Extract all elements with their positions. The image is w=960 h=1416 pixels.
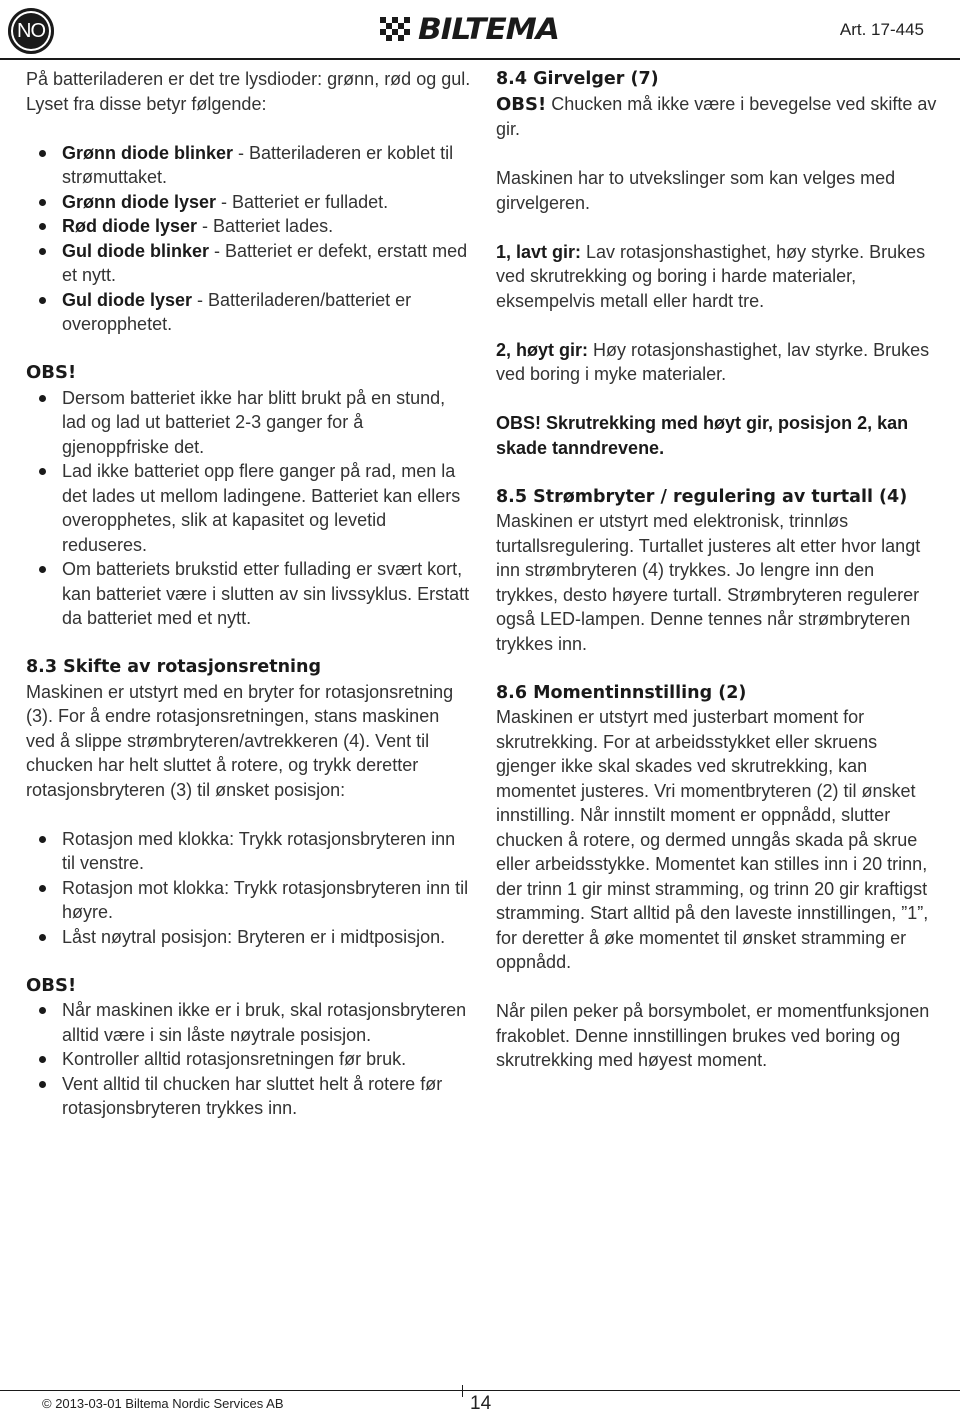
section-8-6-text: Maskinen er utstyrt med justerbart moment for skrutrekking. For at arbeidsstykket eller skruens gjenger ikke skal skades ved skrutrekking, kan momentet justeres. Vri momentbryteren (2) til ønsket innstilling. Når innstilt moment er oppnådd, slutter chucken å rotere, og dermed unngås skada på skrue eller arbeidsstykke. Momentet kan stilles inn i 20 trinn, der trinn 1 gir minst stramming, og trinn 20 gir kraftigst stramming. Start alltid på den laveste innstillingen, ”1”, for deretter å øke momentet til ønsket stramming er oppnådd.	[496, 707, 929, 972]
checkered-flag-icon	[380, 17, 412, 41]
section-8-5-text: Maskinen er utstyrt med elektronisk, trinnløs turtallsregulering. Turtallet justeres alt etter hvor langt inn strømbryteren (4) trykkes. Jo lengre inn den trykkes, desto høyere turtall. Strømbryteren regulerer også LED-lampen. Denne tennes når strømbryteren trykkes inn.	[496, 511, 921, 654]
rotation-list	[26, 827, 471, 950]
diode-intro: På batteriladeren er det tre lysdioder: grønn, rød og gul. Lyset fra disse betyr følgende:	[26, 69, 471, 114]
list-item: Gul diode lyser - Batteriladeren/batteriet er overopphetet.	[26, 288, 471, 337]
battery-obs-list	[26, 386, 471, 631]
section-8-4-text: Maskinen har to utvekslinger som kan velges med girvelgeren.	[496, 168, 896, 213]
list-item: Kontroller alltid rotasjonsretningen før bruk.	[26, 1047, 471, 1072]
section-8-6-text-2: Når pilen peker på borsymbolet, er momentfunksjonen frakoblet. Denne innstillingen brukes ved boring og skrutrekking med høyest moment.	[496, 1001, 930, 1070]
section-8-4-obs: OBS! Chucken må ikke være i bevegelse ved skifte av gir.	[496, 93, 937, 139]
page-number: 14	[470, 1393, 492, 1414]
gear-1-description: 1, lavt gir: Lav rotasjonshastighet, høy styrke. Brukes ved skrutrekking og boring i harde materialer, eksempelvis metall eller hardt tre.	[496, 241, 926, 311]
right-column	[496, 67, 941, 1073]
diode-list	[26, 141, 471, 337]
list-item: Grønn diode blinker - Batteriladeren er koblet til strømuttaket.	[26, 141, 471, 190]
list-item: Om batteriets brukstid etter fullading er svært kort, kan batteriet være i slutten av sin livssyklus. Erstatt da batteriet med et nytt.	[26, 557, 471, 631]
obs-label: OBS!	[26, 362, 77, 383]
footer-divider	[0, 1390, 960, 1391]
section-8-3-text: Maskinen er utstyrt med en bryter for rotasjonsretning (3). For å endre rotasjonsretningen, stans maskinen ved å slippe strømbryteren/avtrekkeren (4). Vent til chucken har helt sluttet å rotere, og trykk deretter rotasjonsbryteren (3) til ønsket posisjon:	[26, 681, 454, 800]
header-divider	[0, 58, 960, 60]
section-8-5-heading: 8.5 Strømbryter / regulering av turtall (4)	[496, 486, 908, 507]
article-number: Art. 17-445	[839, 20, 924, 39]
section-8-6-heading: 8.6 Momentinnstilling (2)	[496, 682, 747, 703]
list-item: Gul diode blinker - Batteriet er defekt, erstatt med et nytt.	[26, 239, 471, 288]
obs-label: OBS!	[26, 974, 77, 996]
list-item: Vent alltid til chucken har sluttet helt å rotere før rotasjonsbryteren trykkes inn.	[26, 1072, 471, 1121]
section-8-4-heading: 8.4 Girvelger (7)	[496, 69, 659, 89]
gear-2-description: 2, høyt gir: Høy rotasjonshastighet, lav styrke. Brukes ved boring i myke materialer.	[496, 339, 930, 384]
biltema-logo	[380, 12, 559, 46]
left-column	[26, 67, 471, 1121]
list-item: Rød diode lyser - Batteriet lades.	[26, 214, 471, 239]
list-item: Rotasjon mot klokka: Trykk rotasjonsbryteren inn til høyre.	[26, 876, 471, 925]
section-8-3-heading: 8.3 Skifte av rotasjonsretning	[26, 657, 322, 677]
list-item: Grønn diode lyser - Batteriet er fulladet.	[26, 190, 471, 215]
list-item: Dersom batteriet ikke har blitt brukt på en stund, lad og lad ut batteriet 2-3 ganger for å gjenoppfriske det.	[26, 386, 471, 460]
page-number-tick	[462, 1385, 463, 1397]
brand-name: BILTEMA	[418, 12, 559, 46]
gear-obs: OBS! Skrutrekking med høyt gir, posisjon 2, kan skade tanndrevene.	[496, 413, 909, 458]
page-header	[0, 0, 960, 60]
list-item: Når maskinen ikke er i bruk, skal rotasjonsbryteren alltid være i sin låste nøytrale posisjon.	[26, 998, 471, 1047]
language-badge: NO	[8, 8, 54, 54]
list-item: Lad ikke batteriet opp flere ganger på rad, men la det lades ut mellom ladingene. Batteriet kan ellers overopphetes, slik at kapasitet og levetid reduseres.	[26, 459, 471, 557]
list-item: Låst nøytral posisjon: Bryteren er i midtposisjon.	[26, 925, 471, 950]
copyright: © 2013-03-01 Biltema Nordic Services AB	[42, 1396, 284, 1411]
list-item: Rotasjon med klokka: Trykk rotasjonsbryteren inn til venstre.	[26, 827, 471, 876]
rotation-obs-list	[26, 998, 471, 1121]
